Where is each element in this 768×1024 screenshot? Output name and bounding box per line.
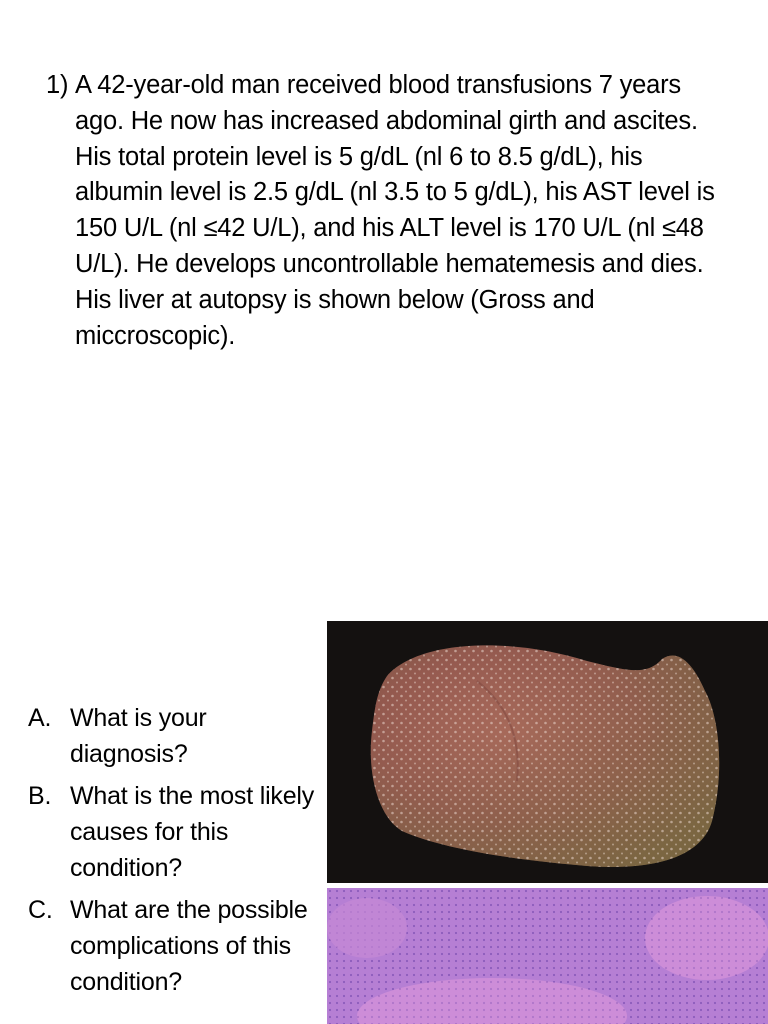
option-a (28, 700, 328, 772)
option-text: What are the possible complications of this condition? (70, 896, 308, 996)
gross-liver-image (327, 621, 768, 883)
question-body: A 42-year-old man received blood transfusions 7 years ago. He now has increased abdominal girth and ascites. His total protein level is 5 g/dL (nl 6 to 8.5 g/dL), his albumin level is 2.5 g/dL (nl 3.5 to 5 g/dL), his AST level is 150 U/L (nl ≤42 U/L), and his ALT level is 170 U/L (nl ≤48 U/L). He develops uncontrollable hematemesis and dies. His liver at autopsy is shown below (Gross and miccroscopic). (75, 71, 715, 350)
histology-illustration (327, 888, 768, 1024)
option-text: What is your diagnosis? (70, 704, 207, 768)
question-text (46, 68, 736, 354)
option-letter: B. (28, 782, 52, 810)
question-options (28, 700, 328, 1006)
option-letter: A. (28, 704, 52, 732)
gross-liver-illustration (327, 621, 768, 883)
question-number: 1) (46, 71, 69, 99)
option-c (28, 892, 328, 1000)
option-b (28, 778, 328, 886)
option-letter: C. (28, 896, 53, 924)
option-text: What is the most likely causes for this condition? (70, 782, 315, 882)
histology-image (327, 888, 768, 1024)
